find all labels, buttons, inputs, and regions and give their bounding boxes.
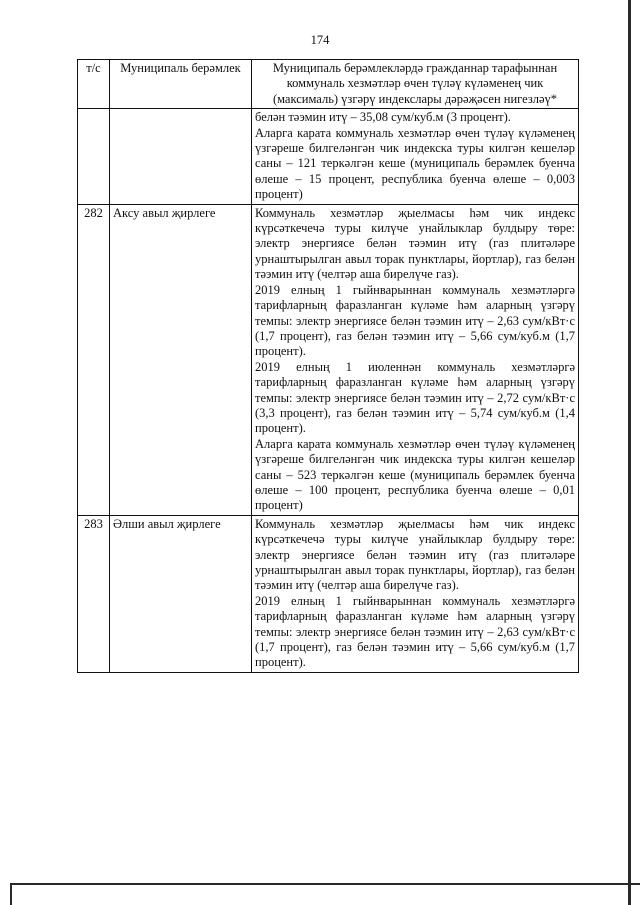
row-paragraph: Аларга карата коммуналь хезмәтләр өчен түләү күләменең үзгәреше билгеләнгән чик индекска туры килгән кешеләр саны – 523 теркәлгән кеше (муниципаль берәмлек буенча өлеше – 100 процент, республика буенча өлеше – 0,01 процент) xyxy=(255,436,575,513)
row-paragraph: Коммуналь хезмәтләр җыелмасы һәм чик индекс күрсәткечечә туры килүче унайлыклар булдыру төре: электр энергиясе белән тәэмин итү (газ плитәләре урнаштырылган авыл торак пунктлары, йортлар), газ белән тәэмин итү (челтәр аша бирелүче газ). xyxy=(255,205,575,282)
row-paragraph: Коммуналь хезмәтләр җыелмасы һәм чик индекс күрсәткечечә туры килүче унайлыклар булдыру төре: электр энергиясе белән тәэмин итү (газ плитәләре урнаштырылган авыл торак пунктлары, йортлар), газ белән тәэмин итү (челтәр аша бирелүче газ). xyxy=(255,516,575,593)
utility-index-table xyxy=(77,59,579,673)
row-paragraph: 2019 елның 1 июленнән коммуналь хезмәтләргә тарифларның фаразланган күләме һәм аларның үзгәрү темпы: электр энергиясе белән тәэмин итү – 2,72 сум/кВт·с (3,3 процент), газ белән тәэмин итү – 5,74 сум/куб.м (1,4 процент). xyxy=(255,359,575,436)
scan-border-right xyxy=(628,0,631,905)
row-municipality xyxy=(110,109,252,204)
row-description xyxy=(252,109,579,204)
row-num: 283 xyxy=(78,515,110,672)
scan-border-bottom xyxy=(10,883,640,885)
table-row xyxy=(78,109,579,204)
header-municipality: Муниципаль берәмлек xyxy=(110,60,252,109)
row-municipality: Аксу авыл җирлеге xyxy=(110,204,252,515)
row-paragraph: белән тәэмин итү – 35,08 сум/куб.м (3 процент). xyxy=(255,110,511,125)
row-paragraph: Аларга карата коммуналь хезмәтләр өчен түләү күләменең үзгәреше билгеләнгән чик индекска туры килгән кешеләр саны – 121 теркәлгән кеше (муниципаль берәмлек буенча өлеше – 15 процент, республика буенча өлеше – 0,003 процент) xyxy=(255,125,575,202)
page-number: 174 xyxy=(310,33,330,47)
row-description xyxy=(252,515,579,672)
row-num: 282 xyxy=(78,204,110,515)
row-municipality: Әлши авыл җирлеге xyxy=(110,515,252,672)
row-paragraph: 2019 елның 1 гыйнварыннан коммуналь хезмәтләргә тарифларның фаразланган күләме һәм аларның үзгәрү темпы: электр энергиясе белән тәэмин итү – 2,63 сум/кВт·с (1,7 процент), газ белән тәэмин итү – 5,66 сум/куб.м (1,7 процент). xyxy=(255,282,575,359)
row-paragraph: 2019 елның 1 гыйнварыннан коммуналь хезмәтләргә тарифларның фаразланган күләме һәм аларның үзгәрү темпы: электр энергиясе белән тәэмин итү – 2,63 сум/кВт·с (1,7 процент), газ белән тәэмин итү – 5,66 сум/куб.м (1,7 процент). xyxy=(255,593,575,670)
header-description: Муниципаль берәмлекләрдә гражданнар тарафыннан коммуналь хезмәтләр өчен түләү күләменең чик (максималь) үзгәрү индекслары дәрәҗәсен нигезләү* xyxy=(252,60,579,109)
table-row xyxy=(78,204,579,515)
row-description xyxy=(252,204,579,515)
table-row xyxy=(78,515,579,672)
row-num xyxy=(78,109,110,204)
scan-border-left xyxy=(10,883,12,905)
table-header-row xyxy=(78,60,579,109)
header-num: т/с xyxy=(78,60,110,109)
